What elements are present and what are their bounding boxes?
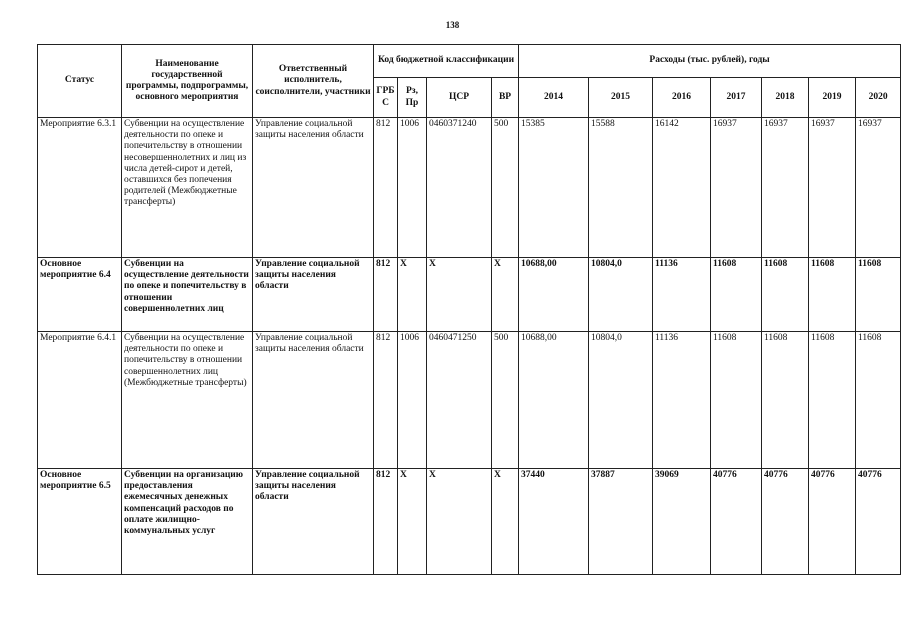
row-vr: 500 bbox=[492, 332, 519, 469]
header-expenses: Расходы (тыс. рублей), годы bbox=[519, 45, 901, 78]
row-vr: 500 bbox=[492, 118, 519, 258]
row-value-2017: 16937 bbox=[711, 118, 762, 258]
row-executor: Управление социальной защиты населения области bbox=[253, 258, 374, 332]
row-value-2016: 39069 bbox=[653, 469, 711, 575]
header-year-2018: 2018 bbox=[762, 78, 809, 118]
header-year-2020: 2020 bbox=[856, 78, 901, 118]
row-rzpr: 1006 bbox=[398, 118, 427, 258]
row-rzpr: 1006 bbox=[398, 332, 427, 469]
row-value-2020: 40776 bbox=[856, 469, 901, 575]
header-executor: Ответственный исполнитель, соисполнители, участники bbox=[253, 45, 374, 118]
page-number: 138 bbox=[445, 20, 460, 30]
row-value-2016: 11136 bbox=[653, 332, 711, 469]
table-row bbox=[38, 469, 901, 575]
header-grbs: ГРБ С bbox=[374, 78, 398, 118]
row-value-2016: 16142 bbox=[653, 118, 711, 258]
row-executor: Управление социальной защиты населения области bbox=[253, 118, 374, 258]
row-grbs: 812 bbox=[374, 258, 398, 332]
header-year-2016: 2016 bbox=[653, 78, 711, 118]
row-csr: X bbox=[427, 258, 492, 332]
row-value-2017: 40776 bbox=[711, 469, 762, 575]
row-value-2014: 10688,00 bbox=[519, 258, 589, 332]
row-value-2017: 11608 bbox=[711, 332, 762, 469]
row-rzpr: X bbox=[398, 258, 427, 332]
row-value-2020: 16937 bbox=[856, 118, 901, 258]
row-value-2019: 16937 bbox=[809, 118, 856, 258]
row-value-2018: 11608 bbox=[762, 332, 809, 469]
row-rzpr: X bbox=[398, 469, 427, 575]
row-name: Субвенции на осуществление деятельности по опеке и попечительству в отношении несовершеннолетних и лиц из числа детей-сирот и детей, оставшихся без попечения родителей (Межбюджетные трансферты) bbox=[122, 118, 253, 258]
row-value-2019: 11608 bbox=[809, 258, 856, 332]
header-year-2014: 2014 bbox=[519, 78, 589, 118]
header-name: Наименование государственной программы, подпрограммы, основного мероприятия bbox=[122, 45, 253, 118]
table-row bbox=[38, 332, 901, 469]
header-year-2015: 2015 bbox=[589, 78, 653, 118]
row-name: Субвенции на осуществление деятельности по опеке и попечительству в отношении совершеннолетних лиц bbox=[122, 258, 253, 332]
row-csr: 0460471250 bbox=[427, 332, 492, 469]
row-value-2017: 11608 bbox=[711, 258, 762, 332]
row-value-2018: 16937 bbox=[762, 118, 809, 258]
row-executor: Управление социальной защиты населения области bbox=[253, 332, 374, 469]
row-status: Основное мероприятие 6.4 bbox=[38, 258, 122, 332]
row-value-2018: 40776 bbox=[762, 469, 809, 575]
row-name: Субвенции на организацию предоставления ежемесячных денежных компенсаций расходов по оплате жилищно-коммунальных услуг bbox=[122, 469, 253, 575]
header-csr: ЦСР bbox=[427, 78, 492, 118]
row-value-2019: 11608 bbox=[809, 332, 856, 469]
row-value-2015: 15588 bbox=[589, 118, 653, 258]
row-status: Мероприятие 6.4.1 bbox=[38, 332, 122, 469]
table-row bbox=[38, 258, 901, 332]
row-status: Основное мероприятие 6.5 bbox=[38, 469, 122, 575]
row-name: Субвенции на осуществление деятельности по опеке и попечительству в отношении совершеннолетних лиц (Межбюджетные трансферты) bbox=[122, 332, 253, 469]
row-vr: X bbox=[492, 258, 519, 332]
row-grbs: 812 bbox=[374, 332, 398, 469]
header-row-top bbox=[38, 45, 901, 78]
header-year-2017: 2017 bbox=[711, 78, 762, 118]
header-budget-code: Код бюджетной классификации bbox=[374, 45, 519, 78]
row-csr: 0460371240 bbox=[427, 118, 492, 258]
row-status: Мероприятие 6.3.1 bbox=[38, 118, 122, 258]
row-value-2019: 40776 bbox=[809, 469, 856, 575]
header-year-2019: 2019 bbox=[809, 78, 856, 118]
row-csr: X bbox=[427, 469, 492, 575]
row-vr: X bbox=[492, 469, 519, 575]
row-value-2018: 11608 bbox=[762, 258, 809, 332]
row-executor: Управление социальной защиты населения области bbox=[253, 469, 374, 575]
row-value-2015: 10804,0 bbox=[589, 332, 653, 469]
header-vr: ВР bbox=[492, 78, 519, 118]
header-status: Статус bbox=[38, 45, 122, 118]
row-value-2020: 11608 bbox=[856, 332, 901, 469]
row-value-2016: 11136 bbox=[653, 258, 711, 332]
row-grbs: 812 bbox=[374, 118, 398, 258]
row-value-2014: 37440 bbox=[519, 469, 589, 575]
row-value-2014: 15385 bbox=[519, 118, 589, 258]
budget-table bbox=[37, 44, 901, 575]
row-value-2014: 10688,00 bbox=[519, 332, 589, 469]
header-rzpr: Рз, Пр bbox=[398, 78, 427, 118]
row-value-2015: 10804,0 bbox=[589, 258, 653, 332]
row-grbs: 812 bbox=[374, 469, 398, 575]
table-row bbox=[38, 118, 901, 258]
row-value-2020: 11608 bbox=[856, 258, 901, 332]
row-value-2015: 37887 bbox=[589, 469, 653, 575]
